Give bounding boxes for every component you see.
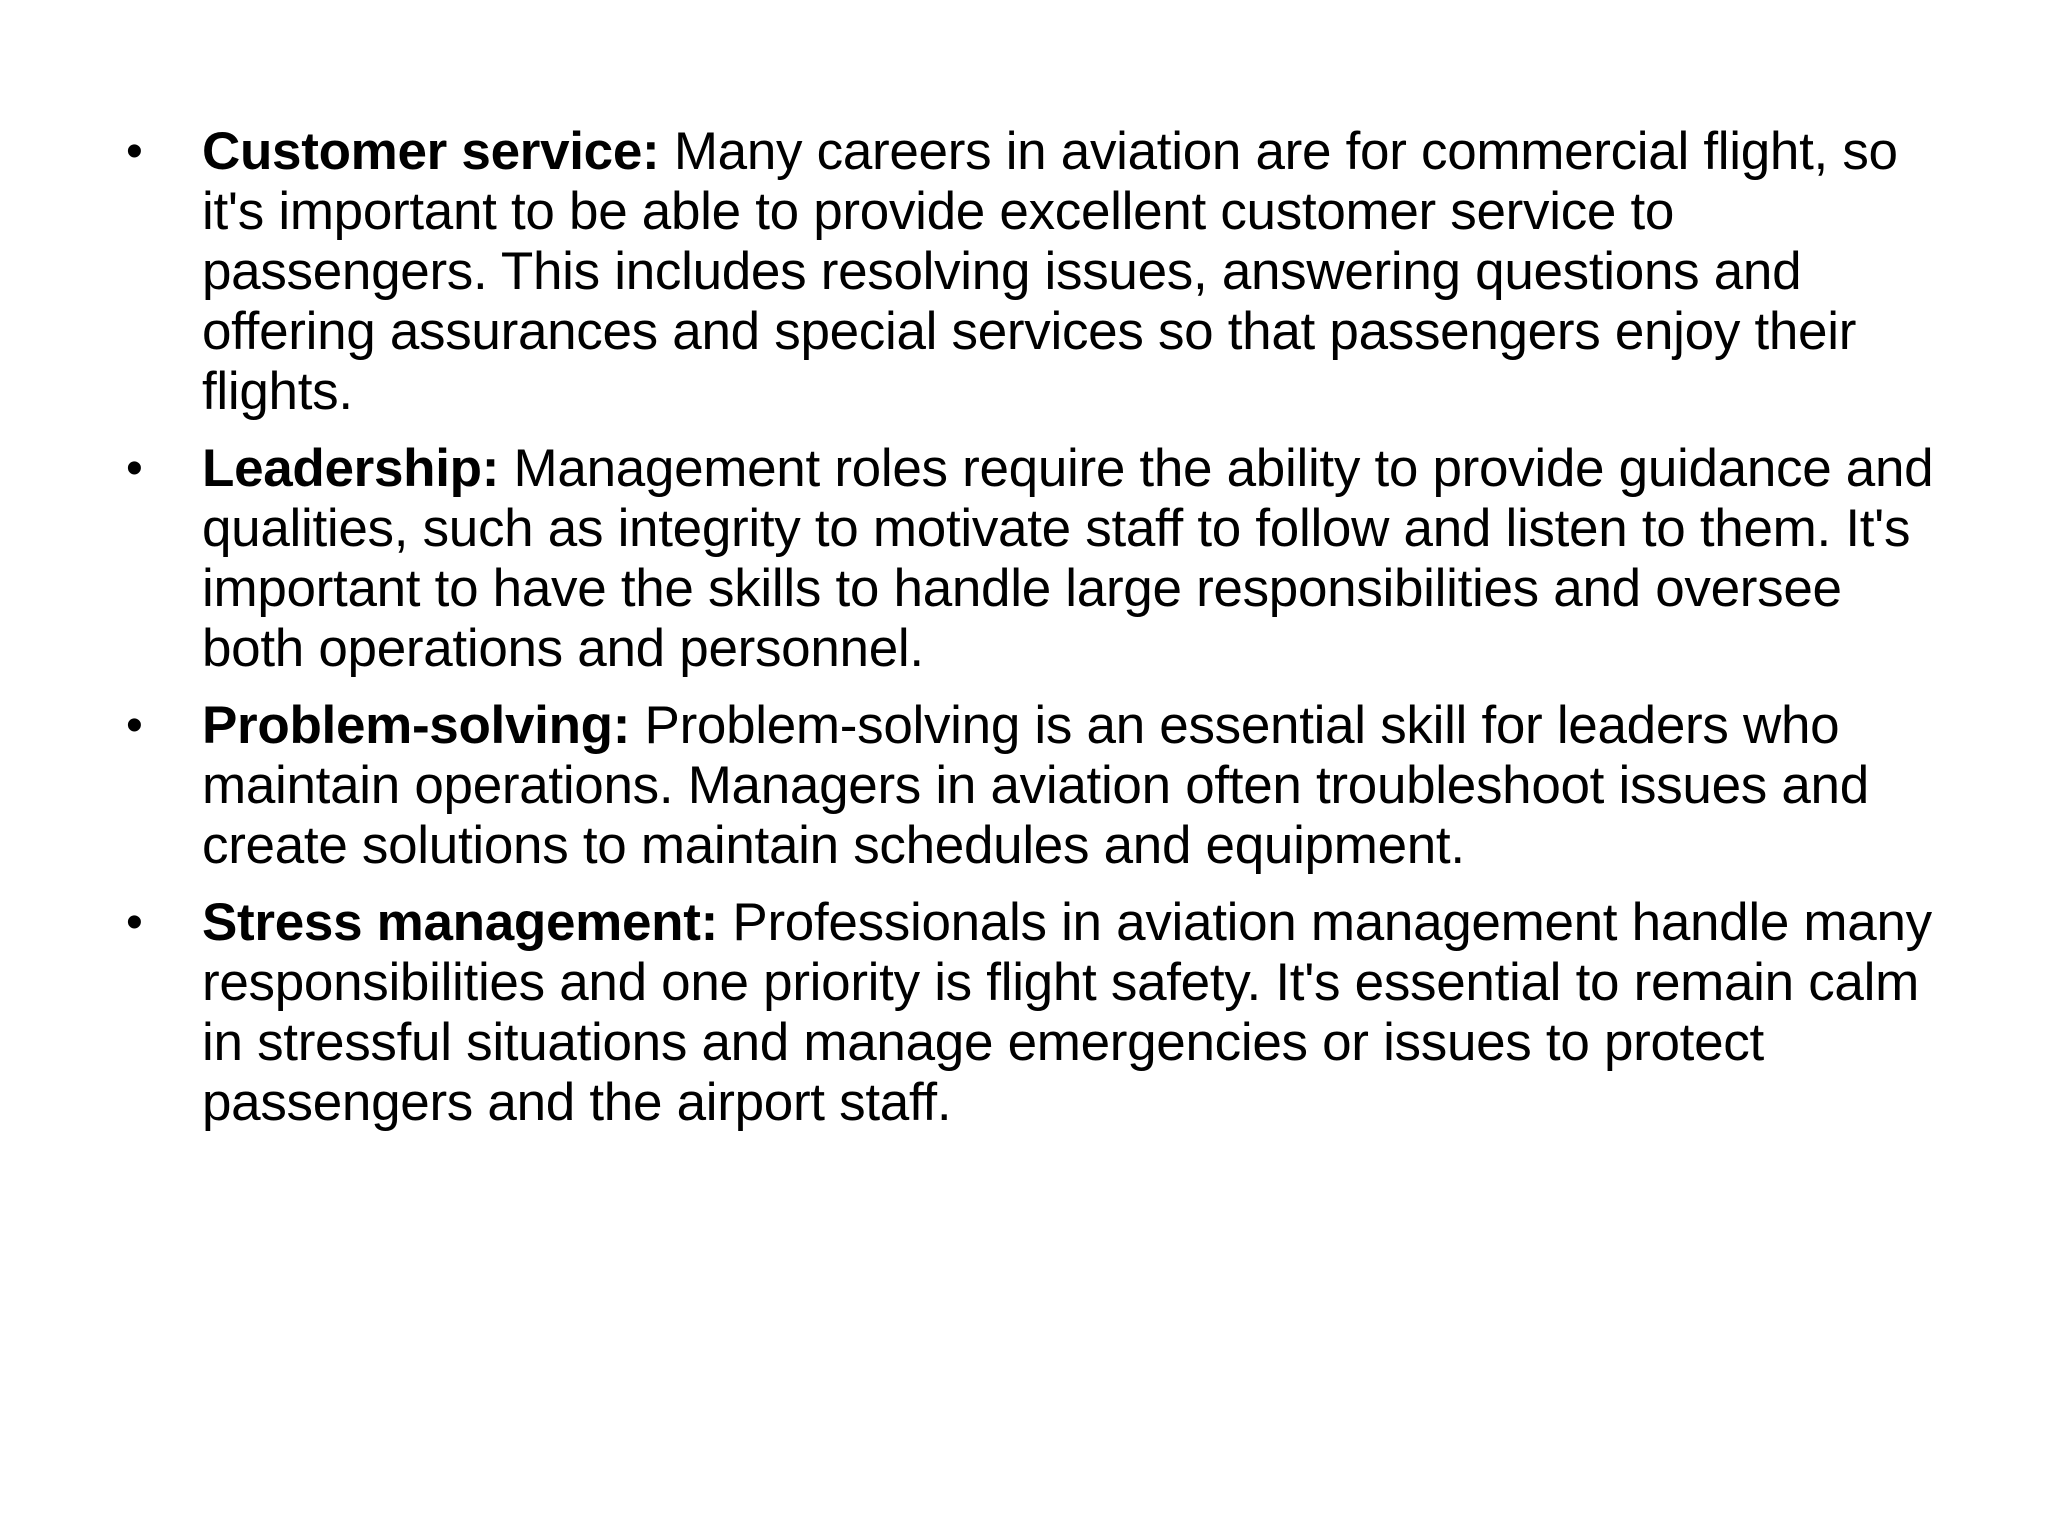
bullet-icon: •: [126, 699, 143, 752]
bullet-item-stress-management: [120, 893, 1940, 1133]
bullet-item-problem-solving: [120, 696, 1940, 876]
bullet-icon: •: [126, 896, 143, 949]
bullet-text: Many careers in aviation are for commercial flight, so it's important to be able to provide excellent customer service to passengers. This includes resolving issues, answering questions and offering assurances and special services so that passengers enjoy their flights.: [202, 122, 1898, 421]
bullet-term: Problem-solving:: [202, 696, 631, 755]
bullet-item-customer-service: [120, 122, 1940, 422]
bullet-term: Stress management:: [202, 893, 718, 952]
bullet-text: Management roles require the ability to provide guidance and qualities, such as integrity to motivate staff to follow and listen to them. It's important to have the skills to handle large responsibilities and oversee both operations and personnel.: [202, 439, 1934, 678]
bullet-text: Problem-solving is an essential skill for leaders who maintain operations. Managers in aviation often troubleshoot issues and create solutions to maintain schedules and equipment.: [202, 696, 1869, 875]
bullet-term: Leadership:: [202, 439, 500, 498]
bullet-icon: •: [126, 442, 143, 495]
bullet-text: Professionals in aviation management handle many responsibilities and one priority is flight safety. It's essential to remain calm in stressful situations and manage emergencies or issues to protect passengers and the airport staff.: [202, 893, 1932, 1132]
bullet-list: [120, 122, 1940, 1150]
bullet-item-leadership: [120, 439, 1940, 679]
bullet-term: Customer service:: [202, 122, 660, 181]
bullet-icon: •: [126, 125, 143, 178]
